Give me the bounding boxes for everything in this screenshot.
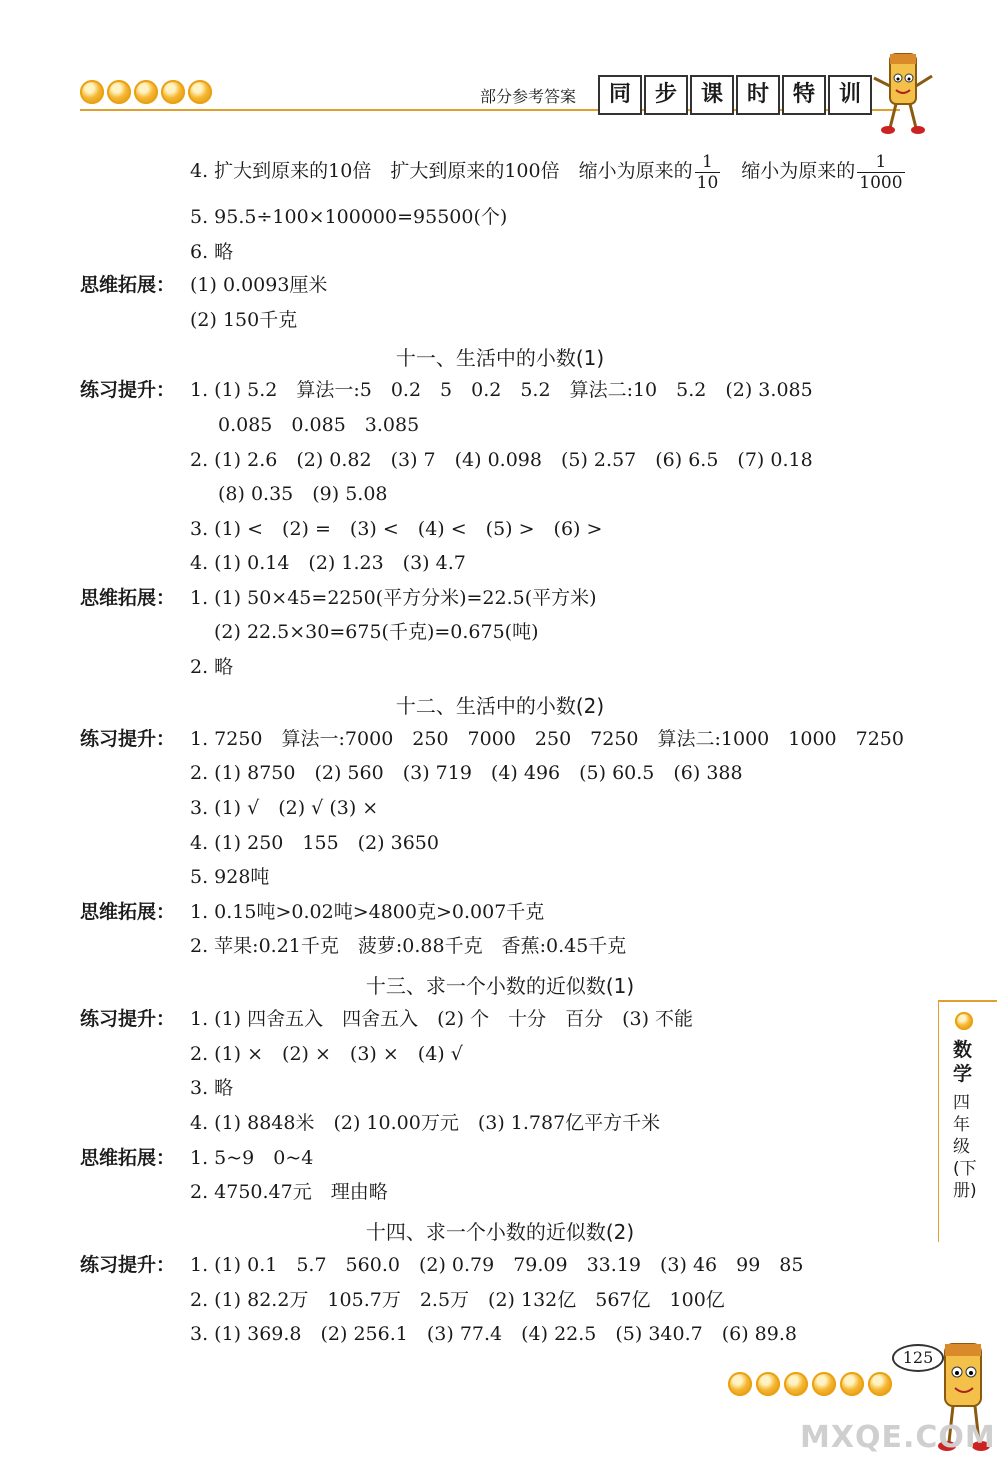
answer-line: 4. (1) 250 155 (2) 3650 — [190, 832, 439, 854]
answer-line: 1. 7250 算法一:7000 250 7000 250 7250 算法二:1000 1000 7250 — [190, 728, 904, 750]
coin-icon — [840, 1372, 864, 1396]
coin-icon — [161, 80, 185, 104]
lesson-title: 十三、求一个小数的近似数(1) — [365, 974, 635, 998]
answer-line: 1. (1) 0.1 5.7 560.0 (2) 0.79 79.09 33.19 (3) 46 99 85 — [190, 1254, 804, 1276]
header-section-label: 部分参考答案 — [480, 87, 577, 106]
side-tab-subject: 数学 — [953, 1039, 973, 1085]
coin-icon — [812, 1372, 836, 1396]
section-label: 思维拓展： — [80, 274, 176, 296]
answer-line-1 — [190, 150, 907, 193]
answer-line: 1. 0.15吨>0.02吨>4800克>0.007千克 — [190, 901, 545, 923]
answer-line: (1) 0.0093厘米 — [190, 274, 328, 296]
section-label: 思维拓展： — [80, 1147, 176, 1169]
coin-icon — [188, 80, 212, 104]
header-series-char: 步 — [644, 75, 688, 115]
answer-line: 6. 略 — [190, 241, 234, 263]
section-label: 练习提升： — [80, 1254, 176, 1276]
answer-line: 1. 5~9 0~4 — [190, 1147, 314, 1169]
answer-line: 3. 略 — [190, 1077, 234, 1099]
answer-line: 3. (1) √ (2) √ (3) × — [190, 797, 379, 819]
answer-line: 2. (1) × (2) × (3) × (4) √ — [190, 1043, 463, 1065]
fraction — [857, 152, 904, 193]
fraction-numerator: 1 — [857, 152, 904, 173]
fraction-denominator: 10 — [696, 172, 719, 193]
answer-line: (2) 22.5×30=675(千克)=0.675(吨) — [214, 621, 539, 643]
coin-icon — [107, 80, 131, 104]
answer-line: 3. (1) 369.8 (2) 256.1 (3) 77.4 (4) 22.5 (5) 340.7 (6) 89.8 — [190, 1323, 797, 1345]
answer-line: 2. 略 — [190, 656, 234, 678]
answer-text: 4. 扩大到原来的10倍 扩大到原来的100倍 缩小为原来的 — [190, 160, 693, 182]
answer-line: 4. (1) 8848米 (2) 10.00万元 (3) 1.787亿平方千米 — [190, 1112, 661, 1134]
header-series-char: 特 — [782, 75, 826, 115]
answer-line: 1. (1) 50×45=2250(平方分米)=22.5(平方米) — [190, 587, 597, 609]
answer-line: 2. (1) 2.6 (2) 0.82 (3) 7 (4) 0.098 (5) 2.57 (6) 6.5 (7) 0.18 — [190, 449, 813, 471]
section-label: 思维拓展： — [80, 901, 176, 923]
section-label: 练习提升： — [80, 1008, 176, 1030]
side-tab-grade: 四年级(下册) — [953, 1093, 977, 1201]
fraction-denominator: 1000 — [859, 172, 903, 193]
answer-line: (2) 150千克 — [190, 309, 298, 331]
answer-line: 5. 928吨 — [190, 866, 270, 888]
page-number: 125 — [892, 1344, 944, 1372]
header-series-char: 训 — [828, 75, 872, 115]
answer-line: (8) 0.35 (9) 5.08 — [218, 483, 388, 505]
answer-line: 1. (1) 5.2 算法一:5 0.2 5 0.2 5.2 算法二:10 5.2 (2) 3.085 — [190, 379, 813, 401]
coin-icon — [955, 1012, 973, 1030]
header-series-char: 时 — [736, 75, 780, 115]
answer-line: 1. (1) 四舍五入 四舍五入 (2) 个 十分 百分 (3) 不能 — [190, 1008, 694, 1030]
answer-line: 0.085 0.085 3.085 — [218, 414, 420, 436]
answer-line: 4. (1) 0.14 (2) 1.23 (3) 4.7 — [190, 552, 466, 574]
lesson-title: 十四、求一个小数的近似数(2) — [365, 1220, 635, 1244]
coin-icon — [756, 1372, 780, 1396]
watermark: MXQE.COM — [800, 1420, 996, 1455]
section-label: 练习提升： — [80, 379, 176, 401]
coin-icon — [784, 1372, 808, 1396]
header-series-char: 同 — [598, 75, 642, 115]
lesson-title: 十一、生活中的小数(1) — [395, 346, 605, 370]
answer-line: 3. (1) < (2) = (3) < (4) < (5) > (6) > — [190, 518, 603, 540]
section-label: 练习提升： — [80, 728, 176, 750]
header-series-char: 课 — [690, 75, 734, 115]
answer-line: 2. 4750.47元 理由略 — [190, 1181, 388, 1203]
answer-line: 2. (1) 8750 (2) 560 (3) 719 (4) 496 (5) 60.5 (6) 388 — [190, 762, 743, 784]
answer-line: 2. (1) 82.2万 105.7万 2.5万 (2) 132亿 567亿 100亿 — [190, 1289, 725, 1311]
fraction — [695, 152, 721, 193]
lesson-title: 十二、生活中的小数(2) — [395, 694, 605, 718]
answer-line: 2. 苹果:0.21千克 菠萝:0.88千克 香蕉:0.45千克 — [190, 935, 627, 957]
coin-icon — [868, 1372, 892, 1396]
side-tab — [938, 1000, 997, 1242]
fraction-numerator: 1 — [695, 152, 721, 173]
answer-text: 缩小为原来的 — [722, 160, 856, 182]
coin-icon — [134, 80, 158, 104]
pencil-mascot-icon — [868, 48, 938, 138]
coin-icon — [80, 80, 104, 104]
section-label: 思维拓展： — [80, 587, 176, 609]
coin-icon — [728, 1372, 752, 1396]
answer-line: 5. 95.5÷100×100000=95500(个) — [190, 206, 508, 228]
